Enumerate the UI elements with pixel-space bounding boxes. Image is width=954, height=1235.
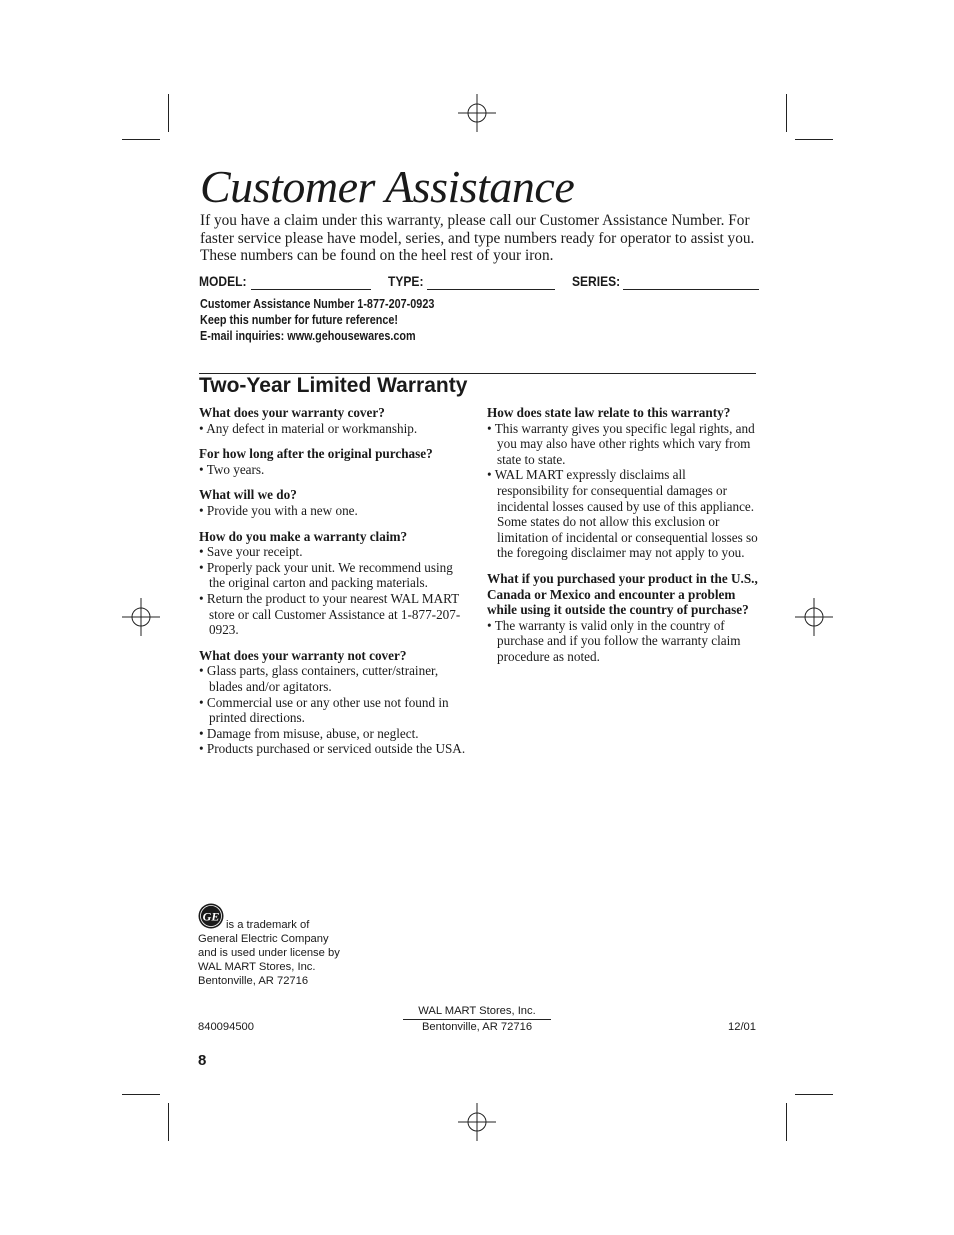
intro-paragraph: If you have a claim under this warranty, please call our Customer Assistance Number. For faster service please have model, series, and type numbers ready for operator to assist you. These numbers can be found on the heel rest of your iron. [200, 212, 755, 264]
answer-list [199, 421, 471, 437]
question: How do you make a warranty claim? [199, 528, 408, 544]
list-item: • Two years. [199, 461, 265, 477]
page-number: 8 [198, 1052, 207, 1069]
crop-mark [122, 139, 160, 140]
crop-mark [168, 1103, 169, 1141]
model-label: MODEL: [199, 273, 247, 289]
crop-mark [168, 94, 169, 132]
answer-list [199, 462, 471, 478]
footer-company: WAL MART Stores, Inc. [418, 1005, 536, 1017]
list-item: • WAL MART expressly disclaims all responsibility for consequential damages or incidental losses caused by use of this appliance. Some states do not allow this exclusion or limitation of incidental or consequential losses so the foregoing disclaimer may not apply to you. [487, 467, 758, 561]
warranty-heading: Two-Year Limited Warranty [199, 374, 468, 397]
footer-city: Bentonville, AR 72716 [421, 1021, 533, 1033]
answer-list [199, 544, 471, 638]
question: For how long after the original purchase? [199, 446, 433, 462]
model-blank-line [251, 289, 371, 290]
crop-mark [122, 1094, 160, 1095]
list-item: • Products purchased or serviced outside the USA. [199, 741, 466, 757]
email-inquiries: E-mail inquiries: www.gehousewares.com [200, 329, 416, 343]
list-item: • This warranty gives you specific legal rights, and you may also have other rights which vary from state to state. [487, 420, 755, 467]
list-item: • The warranty is valid only in the country of purchase and if you follow the warranty claim procedure as noted. [487, 617, 741, 664]
ge-logo-icon [198, 903, 224, 929]
trademark-line: Bentonville, AR 72716 [198, 975, 309, 987]
registration-mark-icon [458, 1103, 496, 1141]
ge-logo-text: GE [202, 909, 220, 924]
print-date: 12/01 [728, 1021, 756, 1033]
warranty-right-column [487, 405, 759, 675]
type-blank-line [427, 289, 555, 290]
crop-mark [786, 1103, 787, 1141]
registration-mark-icon [458, 94, 496, 132]
trademark-line: and is used under license by [198, 947, 340, 959]
list-item: • Save your receipt. [199, 544, 303, 560]
type-label: TYPE: [388, 273, 424, 289]
series-blank-line [623, 289, 759, 290]
question: How does state law relate to this warranty? [487, 405, 731, 420]
crop-mark [786, 94, 787, 132]
trademark-line: General Electric Company [198, 933, 329, 945]
crop-mark [795, 1094, 833, 1095]
keep-number-note: Keep this number for future reference! [200, 313, 399, 327]
registration-mark-icon [122, 598, 160, 636]
product-info-fields [0, 273, 954, 293]
list-item: • Provide you with a new one. [199, 502, 358, 518]
part-number: 840094500 [198, 1021, 254, 1033]
customer-assistance-number: Customer Assistance Number 1-877-207-0923 [200, 297, 435, 311]
series-label: SERIES: [572, 273, 621, 289]
answer-list [487, 618, 759, 665]
list-item: • Any defect in material or workmanship. [199, 420, 418, 436]
question: What if you purchased your product in the U.S., Canada or Mexico and encounter a problem while using it outside the country of purchase? [487, 570, 758, 618]
warranty-left-column [199, 405, 471, 767]
trademark-line: WAL MART Stores, Inc. [198, 961, 316, 973]
question: What does your warranty not cover? [199, 647, 407, 663]
list-item: • Return the product to your nearest WAL MART store or call Customer Assistance at 1-877-207-0923. [199, 590, 461, 638]
list-item: • Properly pack your unit. We recommend using the original carton and packing materials. [199, 559, 453, 591]
question: What will we do? [199, 487, 297, 503]
list-item: • Damage from misuse, abuse, or neglect. [199, 725, 419, 741]
list-item: • Glass parts, glass containers, cutter/strainer, blades and/or agitators. [199, 663, 439, 694]
answer-list [199, 503, 471, 519]
trademark-line: is a trademark of [226, 919, 310, 931]
answer-list [487, 421, 759, 561]
question: What does your warranty cover? [199, 405, 385, 420]
page-title: Customer Assistance [200, 161, 575, 212]
list-item: • Commercial use or any other use not found in printed directions. [199, 694, 449, 726]
registration-mark-icon [795, 598, 833, 636]
crop-mark [795, 139, 833, 140]
answer-list [199, 663, 471, 757]
